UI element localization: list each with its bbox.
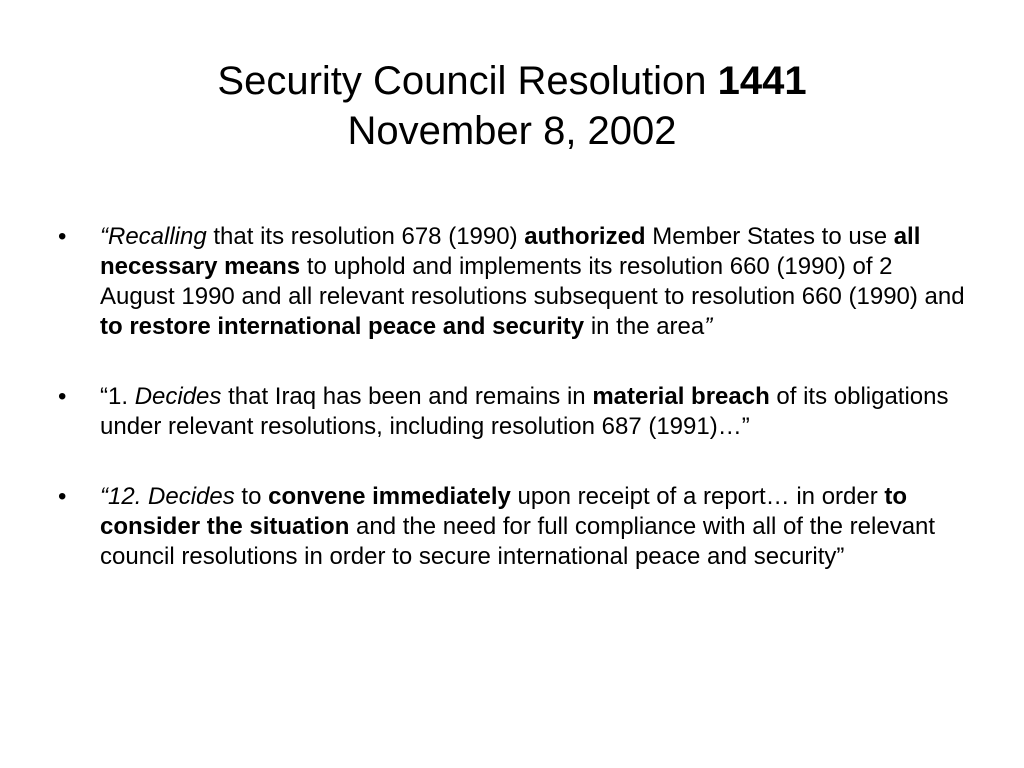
title-line-1 [0, 56, 1024, 106]
text-run: “1. [100, 383, 135, 410]
text-run: to [234, 483, 269, 510]
text-run: “12. Decides [100, 483, 235, 510]
text-run: upon receipt of a report… in order [510, 483, 885, 510]
bullet-item [58, 222, 970, 342]
text-run: authorized [524, 223, 646, 250]
bullet-text [100, 383, 949, 440]
bullet-dot-icon: • [58, 383, 67, 410]
text-run: Member States to use [645, 223, 894, 250]
text-run: of its obligations under relevant resolutions, including resolution 687 (1991)…” [100, 383, 949, 440]
bullet-list [58, 222, 970, 612]
bullet-dot-icon: • [58, 223, 67, 250]
title-date: November 8, 2002 [347, 109, 677, 153]
title-resolution-label: Security Council Resolution [217, 59, 718, 103]
text-run: to consider the situation [100, 483, 908, 540]
text-run: material breach [592, 383, 770, 410]
bullet-item [58, 482, 970, 572]
text-run: to restore international peace and security [100, 313, 585, 340]
slide-title [0, 56, 1024, 156]
bullet-item [58, 382, 970, 442]
text-run: and the need for full compliance with all of the relevant council resolutions in order to secure international peace and security” [100, 513, 936, 570]
text-run: that Iraq has been and remains in [221, 383, 593, 410]
text-run: Decides [134, 383, 222, 410]
text-run: all necessary means [100, 223, 921, 280]
text-run: in the area [584, 313, 705, 340]
bullet-text [100, 223, 965, 340]
text-run: ” [704, 313, 713, 340]
text-run: to uphold and implements its resolution 660 (1990) of 2 August 1990 and all relevant resolutions subsequent to resolution 660 (1990) and [100, 253, 965, 310]
text-run: “Recalling [100, 223, 207, 250]
text-run: convene immediately [268, 483, 511, 510]
title-resolution-number: 1441 [717, 59, 807, 103]
text-run: that its resolution 678 (1990) [206, 223, 525, 250]
bullet-dot-icon: • [58, 483, 67, 510]
bullet-text [100, 483, 935, 570]
